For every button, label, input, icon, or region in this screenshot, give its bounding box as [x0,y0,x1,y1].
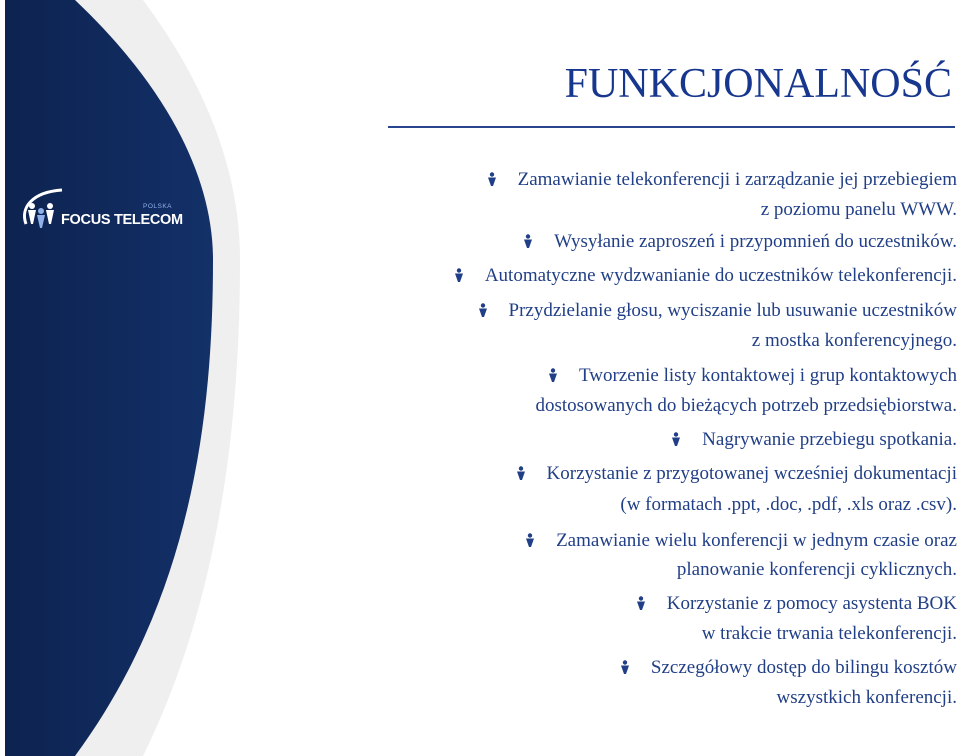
page-title: FUNKCJONALNOŚĆ [564,61,952,107]
list-item-text: Szczegółowy dostęp do bilingu kosztów [650,657,957,678]
list-item-text: Nagrywanie przebiegu spotkania. [702,429,957,450]
list-item-continuation [752,330,957,352]
logo-country: POLSKA [143,203,173,210]
list-item-continuation [761,199,957,221]
list-item-text: Tworzenie listy kontaktowej i grup kontaktowych [578,365,957,386]
focus-telecom-logo [20,186,183,231]
list-item-text: dostosowanych do bieżących potrzeb przedsiębiorstwa. [535,395,957,416]
list-item-text: Zamawianie wielu konferencji w jednym czasie oraz [556,530,957,551]
person-bullet-icon [620,658,630,672]
list-item-text: Przydzielanie głosu, wyciszanie lub usuwanie uczestników [508,300,957,321]
list-item [516,463,957,485]
person-bullet-icon [487,170,497,184]
list-item-continuation [677,559,957,581]
list-item-text: z mostka konferencyjnego. [751,330,957,351]
person-bullet-icon [548,366,558,380]
list-item-text: Korzystanie z pomocy asystenta BOK [666,593,957,614]
person-bullet-icon [671,430,681,444]
list-item-text: planowanie konferencji cyklicznych. [676,559,957,580]
logo-brand: FOCUS TELECOM [61,212,183,228]
list-item-continuation [777,687,957,709]
list-item-text: wszystkich konferencji. [776,687,957,708]
list-item-continuation [620,494,957,516]
list-item-text: Korzystanie z przygotowanej wcześniej dokumentacji [546,463,957,484]
person-bullet-icon [636,594,646,608]
list-item [548,365,957,387]
list-item-text: Wysyłanie zaproszeń i przypomnień do uczestników. [554,231,957,252]
person-bullet-icon [478,301,488,315]
list-item-continuation [535,395,957,417]
list-item [454,265,957,287]
list-item [671,429,957,451]
title-divider [388,126,955,128]
list-item-continuation [702,623,957,645]
list-item-text: w trakcie trwania telekonferencji. [701,623,957,644]
list-item-text: Automatyczne wydzwanianie do uczestników telekonferencji. [484,265,957,286]
list-item-text: z poziomu panelu WWW. [760,199,957,220]
person-bullet-icon [516,464,526,478]
list-item-text: Zamawianie telekonferencji i zarządzanie jej przebiegiem [517,169,957,190]
list-item [636,593,957,615]
list-item [525,530,957,552]
list-item [620,657,957,679]
people-logo-icon [20,186,65,231]
list-item [478,300,958,322]
list-item [487,169,957,191]
person-bullet-icon [523,232,533,246]
person-bullet-icon [525,531,535,545]
person-bullet-icon [454,266,464,280]
list-item [523,231,957,253]
list-item-text: (w formatach .ppt, .doc, .pdf, .xls oraz .csv). [620,494,957,515]
